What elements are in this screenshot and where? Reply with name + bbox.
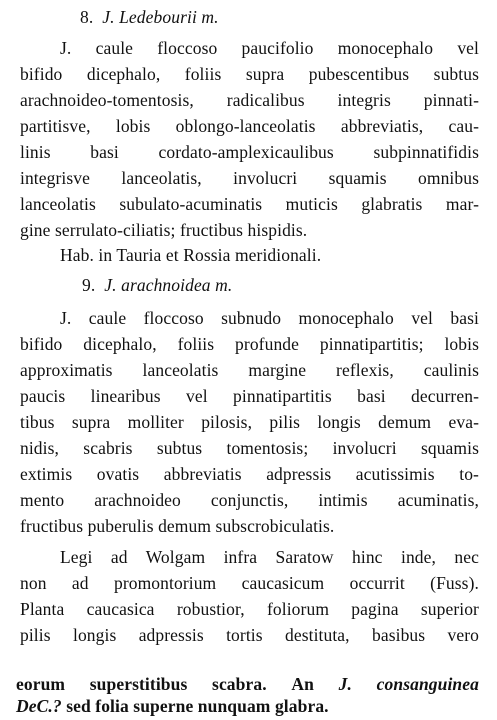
footer-an: An xyxy=(291,674,314,694)
note-line: Legi ad Wolgam infra Saratow hinc inde, nec xyxy=(60,547,479,567)
footer-author: DeC.? xyxy=(16,696,62,716)
note-line: pilis longis adpressis tortis destituta, basibus vero xyxy=(20,625,479,645)
text-line: tibus supra molliter pilosis, pilis longis demum eva- xyxy=(20,412,479,432)
footer-species: J. consanguinea xyxy=(338,674,479,694)
text-line: fructibus puberulis demum subscrobiculatis. xyxy=(20,516,335,536)
note-line: Planta caucasica robustior, foliorum pagina superior xyxy=(20,599,479,619)
text-line: extimis ovatis abbreviatis adpressis acutissimis to- xyxy=(20,464,479,484)
species-number: 9. xyxy=(82,275,96,295)
species-heading-9 xyxy=(82,274,232,296)
text-line: gine serrulato-ciliatis; fructibus hispidis. xyxy=(20,220,308,240)
text-line: linis basi cordato-amplexicaulibus subpinnatifidis xyxy=(20,142,479,162)
footer-bold-text: eorum superstitibus scabra. xyxy=(16,674,267,694)
text-line: J. caule floccoso paucifolio monocephalo vel xyxy=(60,38,479,58)
text-line: approximatis lanceolatis margine reflexis, caulinis xyxy=(20,360,479,380)
habitat-line: Hab. in Tauria et Rossia meridionali. xyxy=(60,245,322,265)
species-heading-8 xyxy=(80,6,219,28)
footer-line-1 xyxy=(16,673,479,695)
text-line: integrisve lanceolatis, involucri squamis omnibus xyxy=(20,168,479,188)
species-number: 8. xyxy=(80,7,94,27)
text-line: lanceolatis subulato-acuminatis muticis glabratis mar- xyxy=(20,194,479,214)
text-line: paucis linearibus vel pinnatipartitis basi decurren- xyxy=(20,386,479,406)
text-line: arachnoideo-tomentosis, radicalibus integris pinnati- xyxy=(20,90,479,110)
footer-rest: sed folia superne nunquam glabra. xyxy=(66,696,329,716)
footer-line-2 xyxy=(16,695,475,717)
text-line: nidis, scabris subtus tomentosis; involucri squamis xyxy=(20,438,479,458)
text-line: partitisve, lobis oblongo-lanceolatis abbreviatis, cau- xyxy=(20,116,479,136)
text-line: J. caule floccoso subnudo monocephalo vel basi xyxy=(60,308,479,328)
text-line: bifido dicephalo, foliis supra pubescentibus subtus xyxy=(20,64,479,84)
species-name: J. arachnoidea m. xyxy=(104,275,233,295)
note-line: non ad promontorium caucasicum occurrit (Fuss). xyxy=(20,573,479,593)
text-line: mento arachnoideo conjunctis, intimis acuminatis, xyxy=(20,490,479,510)
text-line: bifido dicephalo, foliis profunde pinnatipartitis; lobis xyxy=(20,334,479,354)
species-name: J. Ledebourii m. xyxy=(102,7,219,27)
